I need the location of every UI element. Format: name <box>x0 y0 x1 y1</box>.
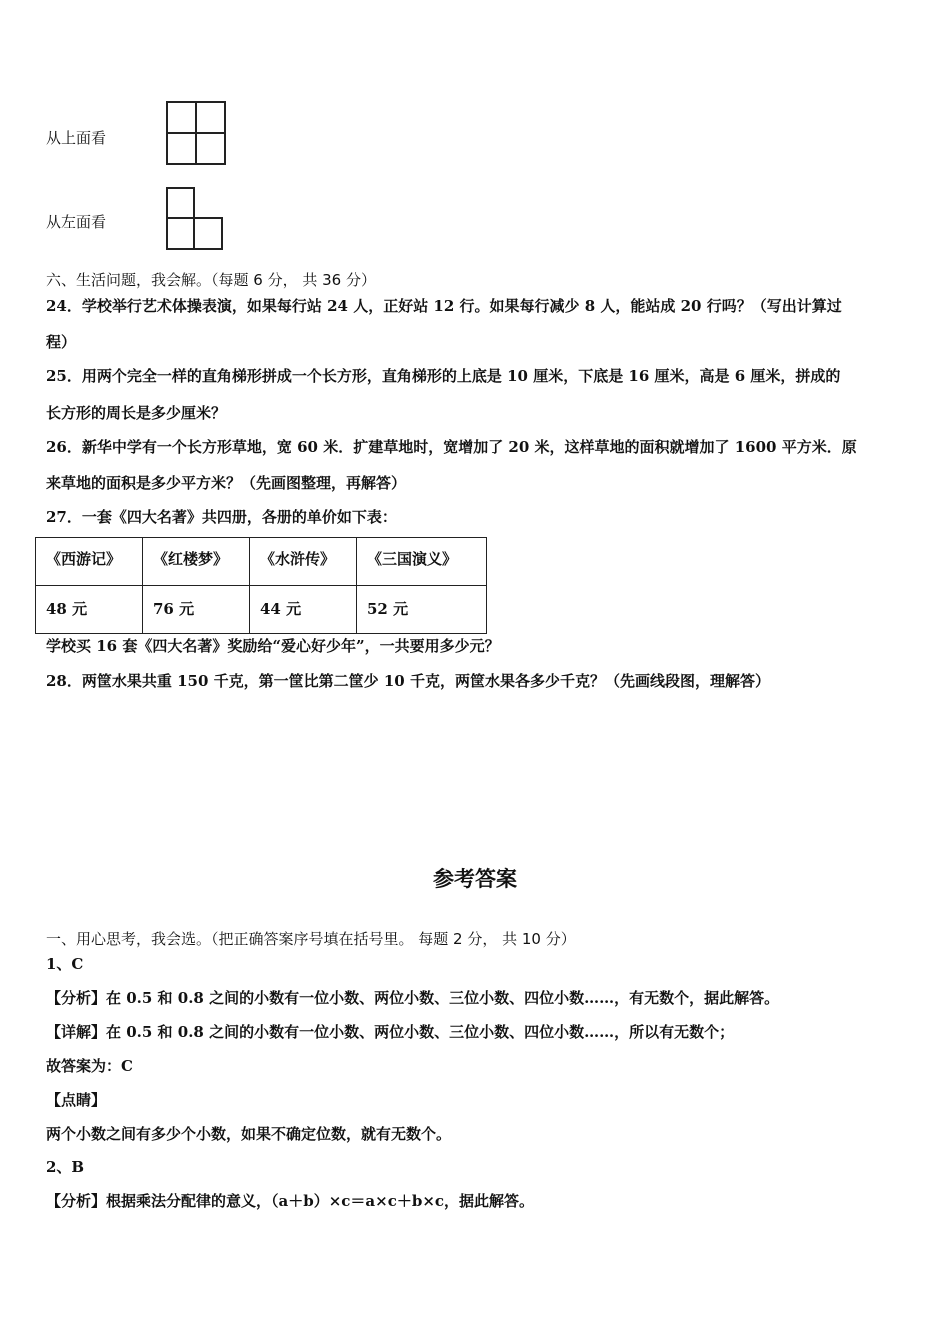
q26-line2: 来草地的面积是多少平方米？（先画图整理，再解答） <box>46 474 407 492</box>
answer2-label: 2、B <box>46 1158 85 1176</box>
q26-line1: 26．新华中学有一个长方形草地，宽 60 米．扩建草地时，宽增加了 20 米，这样草地的面积就增加了 1600 平方米．原 <box>46 438 857 456</box>
answer1-detail: 【详解】在 0.5 和 0.8 之间的小数有一位小数、两位小数、三位小数、四位小数……，所以有无数个； <box>46 1023 735 1041</box>
top-view-label: 从上面看 <box>46 129 107 147</box>
answer1-label: 1、C <box>46 955 84 973</box>
q27-intro: 27．一套《四大名著》共四册，各册的单价如下表： <box>46 508 397 526</box>
left-view-label: 从左面看 <box>46 213 107 231</box>
top-view-figure <box>166 101 226 165</box>
answer1-point: 两个小数之间有多少个小数，如果不确定位数，就有无数个。 <box>46 1125 452 1143</box>
square <box>166 217 195 250</box>
answer1-answer: 故答案为：C <box>46 1057 133 1075</box>
answer2-analysis: 【分析】根据乘法分配律的意义，（a＋b）×c＝a×c＋b×c，据此解答。 <box>46 1192 535 1210</box>
table-row <box>36 586 487 634</box>
square <box>193 217 223 250</box>
square <box>166 101 197 134</box>
price-table <box>35 537 487 634</box>
q24-line2: 程） <box>46 333 77 351</box>
q25-line2: 长方形的周长是多少厘米？ <box>46 404 227 422</box>
table-cell: 52 元 <box>357 586 487 634</box>
square <box>195 132 226 165</box>
q25-line1: 25．用两个完全一样的直角梯形拼成一个长方形，直角梯形的上底是 10 厘米，下底是 16 厘米，高是 6 厘米，拼成的 <box>46 367 841 385</box>
q28: 28．两筐水果共重 150 千克，第一筐比第二筐少 10 千克，两筐水果各多少千克？（先画线段图，理解答） <box>46 672 770 690</box>
table-cell: 76 元 <box>143 586 250 634</box>
q24-line1: 24．学校举行艺术体操表演，如果每行站 24 人，正好站 12 行。如果每行减少 8 人，能站成 20 行吗？（写出计算过 <box>46 297 842 315</box>
table-cell: 44 元 <box>250 586 357 634</box>
q27-question: 学校买 16 套《四大名著》奖励给“爱心好少年”，一共要用多少元？ <box>46 637 500 655</box>
answer1-point-label: 【点睛】 <box>46 1091 107 1109</box>
section6-heading: 六、生活问题，我会解。（每题 6 分， 共 36 分） <box>46 271 376 289</box>
answer1-analysis: 【分析】在 0.5 和 0.8 之间的小数有一位小数、两位小数、三位小数、四位小数……，有无数个，据此解答。 <box>46 989 780 1007</box>
table-row <box>36 538 487 586</box>
left-view-figure <box>166 187 223 250</box>
table-cell: 《三国演义》 <box>357 538 487 586</box>
square <box>166 132 197 165</box>
square <box>166 187 195 219</box>
table-cell: 《红楼梦》 <box>143 538 250 586</box>
section1-heading: 一、用心思考，我会选。（把正确答案序号填在括号里。 每题 2 分， 共 10 分） <box>46 930 576 948</box>
table-cell: 48 元 <box>36 586 143 634</box>
square <box>195 101 226 134</box>
table-cell: 《水浒传》 <box>250 538 357 586</box>
table-cell: 《西游记》 <box>36 538 143 586</box>
answers-title: 参考答案 <box>433 867 517 891</box>
